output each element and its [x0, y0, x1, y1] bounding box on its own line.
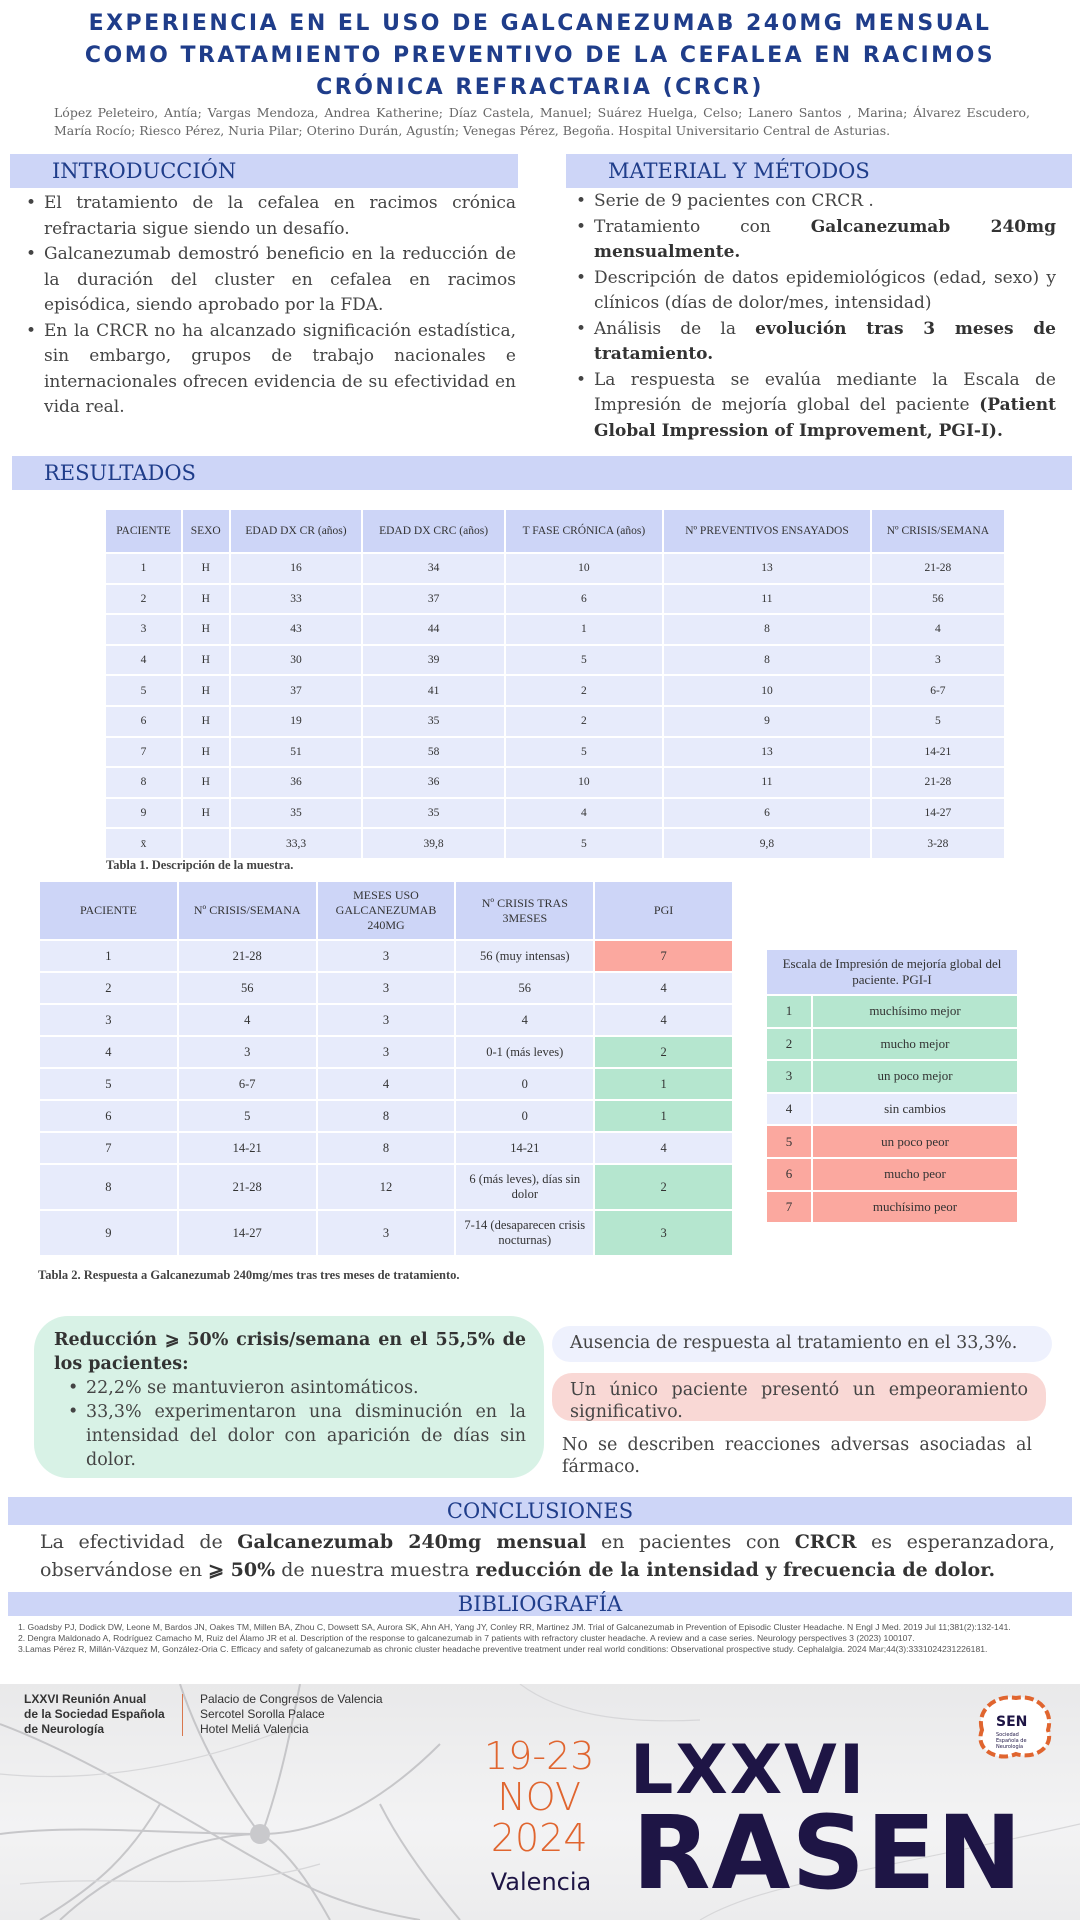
table2-cell: 2: [40, 973, 177, 1003]
table1-cell: 19: [231, 707, 362, 736]
table2-header: PGI: [595, 882, 732, 939]
table2-cell: 6: [40, 1101, 177, 1131]
bibliography-heading-bar: [8, 1592, 1072, 1616]
methods-item: • Tratamiento con Galcanezumab 240mg mensualmente.: [576, 215, 1056, 266]
table2-cell: 21-28: [179, 1165, 316, 1209]
table1-cell: H: [183, 676, 229, 705]
reference-item: 2. Dengra Maldonado A, Rodríguez Camacho M, Ruiz del Álamo JR et al. Description of the response to galcanezumab in 7 patients with refractory cluster headache. A review and a case series. Neurology perspectives 3 (2023) 100107.: [18, 1633, 915, 1643]
table1-cell: 1: [106, 554, 181, 583]
pgi-scale-score: 3: [767, 1061, 811, 1092]
table1-cell: H: [183, 554, 229, 583]
methods-item: • Análisis de la evolución tras 3 meses de tratamiento.: [576, 317, 1056, 368]
table1-cell: H: [183, 646, 229, 675]
sen-logo-text: SEN: [996, 1714, 1028, 1730]
table1-cell: 37: [363, 585, 503, 614]
table1-cell: 11: [664, 585, 870, 614]
table1-cell: H: [183, 707, 229, 736]
pgi-scale-row: [767, 1029, 1017, 1060]
table1-cell: 10: [506, 768, 663, 797]
pgi-scale-row: [767, 996, 1017, 1027]
table1-cell: 6: [664, 799, 870, 828]
table2-cell: 3: [318, 1037, 455, 1067]
response-summary-item: • 33,3% experimentaron una disminución en la intensidad del dolor con aparición de días sin dolor.: [54, 1400, 526, 1472]
table2-cell: 3: [179, 1037, 316, 1067]
table1-cell: 13: [664, 738, 870, 767]
table2-cell: 0: [456, 1069, 593, 1099]
methods-heading-bar: [566, 154, 1072, 188]
table1-cell: 16: [231, 554, 362, 583]
table1-cell: 6: [506, 585, 663, 614]
table1-caption: Tabla 1. Descripción de la muestra.: [106, 858, 294, 872]
pgi-score-cell: 1: [595, 1069, 732, 1099]
table1-cell: 33: [231, 585, 362, 614]
table2-row: [40, 1211, 732, 1255]
table1-cell: H: [183, 615, 229, 644]
table1-cell: 8: [664, 615, 870, 644]
table1-header: T FASE CRÓNICA (años): [506, 510, 663, 552]
pgi-scale-score: 5: [767, 1126, 811, 1157]
table1-cell: 34: [363, 554, 503, 583]
pgi-score-cell: 3: [595, 1211, 732, 1255]
pgi-score-cell: 1: [595, 1101, 732, 1131]
pgi-scale-label: un poco peor: [813, 1126, 1017, 1157]
pgi-score-cell: 4: [595, 973, 732, 1003]
table1-cell: 56: [872, 585, 1004, 614]
table2-cell: 3: [318, 1211, 455, 1255]
pgi-scale-row: [767, 1061, 1017, 1092]
reference-item: 1. Goadsby PJ, Dodick DW, Leone M, Bardos JN, Oakes TM, Millen BA, Zhou C, Dowsett SA, Aurora SK, Ahn AH, Yang JY, Conley RR, Martinez JM. Trial of Galcanezumab in Prevention of Episodic Cluster Headache. N Engl J Med. 2019 Jul 11;381(2):132-141.: [18, 1622, 1011, 1632]
pgi-scale-score: 2: [767, 1029, 811, 1060]
table1-cell: 3: [872, 646, 1004, 675]
congress-name: LXXVI Reunión Anual de la Sociedad Española de Neurología: [24, 1692, 165, 1736]
table1-cell: 5: [106, 676, 181, 705]
table2-cell: 8: [318, 1101, 455, 1131]
pgi-scale-table: [765, 948, 1019, 1224]
table1-cell: 58: [363, 738, 503, 767]
table2-cell: 1: [40, 941, 177, 971]
table1-row: [106, 768, 1004, 797]
reference-item: 3.Lamas Pérez R, Millán-Vázquez M, González-Oria C. Efficacy and safety of galcanezumab as chronic cluster headache preventive treatment under real world conditions: Observational prospective study. Cephalalgia. 2024 Mar;44(3):3331024231226181.: [18, 1644, 988, 1654]
table1-cell: 5: [872, 707, 1004, 736]
table2-row: [40, 1101, 732, 1131]
table1-header: SEXO: [183, 510, 229, 552]
table1-cell: 33,3: [231, 829, 362, 858]
table1-cell: 8: [106, 768, 181, 797]
methods-item: • La respuesta se evalúa mediante la Escala de Impresión de mejoría global del paciente (Patient Global Impression of Improvement, PGI-I).: [576, 368, 1056, 445]
table1-row: [106, 676, 1004, 705]
table1-cell: 8: [664, 646, 870, 675]
intro-item: • El tratamiento de la cefalea en racimos crónica refractaria sigue siendo un desafío.: [26, 191, 516, 242]
poster-title: [30, 8, 1050, 104]
table1-cell: 7: [106, 738, 181, 767]
table2-cell: 14-27: [179, 1211, 316, 1255]
table2-cell: 3: [318, 973, 455, 1003]
sen-logo-subtitle: Sociedad Española de Neurología: [996, 1732, 1027, 1750]
table2-cell: 8: [318, 1133, 455, 1163]
table2-cell: 56 (muy intensas): [456, 941, 593, 971]
table2-row: [40, 1037, 732, 1067]
table1-row: [106, 554, 1004, 583]
table2-cell: 6 (más leves), días sin dolor: [456, 1165, 593, 1209]
pgi-scale-row: [767, 1126, 1017, 1157]
table1-cell: H: [183, 585, 229, 614]
table1-cell: 5: [506, 738, 663, 767]
table2-cell: 14-21: [456, 1133, 593, 1163]
table1-header: Nº CRISIS/SEMANA: [872, 510, 1004, 552]
footer-divider: [182, 1694, 183, 1736]
table2-row: [40, 1133, 732, 1163]
table1-cell: 39,8: [363, 829, 503, 858]
table2-cell: 5: [179, 1101, 316, 1131]
congress-brand: RASEN: [632, 1794, 1023, 1913]
methods-item: • Descripción de datos epidemiológicos (edad, sexo) y clínicos (días de dolor/mes, intensidad): [576, 266, 1056, 317]
pgi-score-cell: 4: [595, 1005, 732, 1035]
table2-row: [40, 1005, 732, 1035]
table1-cell: 30: [231, 646, 362, 675]
congress-city: Valencia: [490, 1868, 592, 1896]
table1-cell: 9,8: [664, 829, 870, 858]
table1-cell: [183, 829, 229, 858]
congress-dates: 19-23 NOV 2024: [484, 1734, 595, 1860]
table2-body: [40, 941, 732, 1255]
table1-cell: x̄: [106, 829, 181, 858]
table1-cell: 36: [363, 768, 503, 797]
table2-cell: 3: [40, 1005, 177, 1035]
methods-item: • Serie de 9 pacientes con CRCR .: [576, 189, 1056, 215]
table2-cell: 4: [318, 1069, 455, 1099]
results-heading-bar: [12, 456, 1072, 490]
table1-cell: 1: [506, 615, 663, 644]
intro-item: • En la CRCR no ha alcanzado significación estadística, sin embargo, grupos de trabajo nacionales e internacionales ofrecen evidencia de su efectividad en vida real.: [26, 319, 516, 421]
table1-cell: 2: [506, 707, 663, 736]
pgi-score-cell: 7: [595, 941, 732, 971]
table2-cell: 56: [456, 973, 593, 1003]
results-heading: RESULTADOS: [44, 461, 196, 485]
table1-cell: H: [183, 738, 229, 767]
response-summary-item: • 22,2% se mantuvieron asintomáticos.: [54, 1376, 526, 1400]
table1-row: [106, 585, 1004, 614]
table2-header: Nº CRISIS/SEMANA: [179, 882, 316, 939]
table2-cell: 6-7: [179, 1069, 316, 1099]
table1-header: Nº PREVENTIVOS ENSAYADOS: [664, 510, 870, 552]
pgi-scale-score: 4: [767, 1094, 811, 1125]
table1-cell: H: [183, 799, 229, 828]
table1-cell: 3-28: [872, 829, 1004, 858]
table2-row: [40, 1069, 732, 1099]
table1-cell: 6-7: [872, 676, 1004, 705]
table1-row: [106, 615, 1004, 644]
table2-cell: 4: [179, 1005, 316, 1035]
table1-cell: 35: [363, 799, 503, 828]
table2-cell: 21-28: [179, 941, 316, 971]
table2-cell: 3: [318, 1005, 455, 1035]
table1-header: PACIENTE: [106, 510, 181, 552]
table2-cell: 9: [40, 1211, 177, 1255]
table2-cell: 12: [318, 1165, 455, 1209]
table1-cell: 4: [872, 615, 1004, 644]
table1-cell: 13: [664, 554, 870, 583]
table1-cell: 4: [506, 799, 663, 828]
table1-row: [106, 738, 1004, 767]
worsening-box: Un único paciente presentó un empeoramiento significativo.: [552, 1373, 1046, 1421]
table1-cell: 2: [506, 676, 663, 705]
table1-cell: 35: [231, 799, 362, 828]
title-line-3: CRÓNICA REFRACTARIA (CRCR): [316, 75, 764, 100]
table1-cell: 14-21: [872, 738, 1004, 767]
table2-cell: 0: [456, 1101, 593, 1131]
table1-cell: 43: [231, 615, 362, 644]
pgi-scale-score: 1: [767, 996, 811, 1027]
table2-cell: 4: [40, 1037, 177, 1067]
pgi-score-cell: 4: [595, 1133, 732, 1163]
table1-cell: 5: [506, 646, 663, 675]
references: [18, 1622, 1056, 1655]
table2-header-row: [40, 882, 732, 939]
pgi-scale-label: muchísimo mejor: [813, 996, 1017, 1027]
pgi-scale-body: [767, 996, 1017, 1222]
table2-cell: 4: [456, 1005, 593, 1035]
congress-venues: Palacio de Congresos de Valencia Sercotel Sorolla Palace Hotel Meliá Valencia: [200, 1692, 383, 1736]
table1-cell: 10: [506, 554, 663, 583]
table1-cell: 9: [106, 799, 181, 828]
table2-cell: 8: [40, 1165, 177, 1209]
methods-heading: MATERIAL Y MÉTODOS: [608, 159, 870, 183]
table2-cell: 7-14 (desaparecen crisis nocturnas): [456, 1211, 593, 1255]
pgi-scale-label: mucho mejor: [813, 1029, 1017, 1060]
intro-heading-bar: [10, 154, 518, 188]
table2-cell: 14-21: [179, 1133, 316, 1163]
table-sample-description: [104, 508, 1006, 860]
intro-heading: INTRODUCCIÓN: [52, 159, 237, 183]
table1-header-row: [106, 510, 1004, 552]
table1-cell: 21-28: [872, 554, 1004, 583]
table2-caption: Tabla 2. Respuesta a Galcanezumab 240mg/mes tras tres meses de tratamiento.: [38, 1268, 460, 1282]
table2-cell: 3: [318, 941, 455, 971]
table1-cell: 36: [231, 768, 362, 797]
conclusions-text: La efectividad de Galcanezumab 240mg mensual en pacientes con CRCR es esperanzadora, observándose en ⩾ 50% de nuestra muestra reducción de la intensidad y frecuencia de dolor.: [40, 1531, 1056, 1581]
pgi-score-cell: 2: [595, 1037, 732, 1067]
table1-header: EDAD DX CR (años): [231, 510, 362, 552]
table1-cell: H: [183, 768, 229, 797]
conclusions-heading-bar: [8, 1497, 1072, 1525]
response-summary-lead: Reducción ⩾ 50% crisis/semana en el 55,5% de los pacientes:: [54, 1330, 526, 1374]
pgi-scale-row: [767, 1094, 1017, 1125]
table1-cell: 44: [363, 615, 503, 644]
table2-cell: 5: [40, 1069, 177, 1099]
table1-cell: 37: [231, 676, 362, 705]
pgi-scale-label: sin cambios: [813, 1094, 1017, 1125]
table1-cell: 9: [664, 707, 870, 736]
table1-cell: 35: [363, 707, 503, 736]
conclusions-heading: CONCLUSIONES: [446, 1499, 634, 1523]
table1-cell: 2: [106, 585, 181, 614]
bibliography-heading: BIBLIOGRAFÍA: [457, 1592, 623, 1616]
table2-cell: 56: [179, 973, 316, 1003]
pgi-score-cell: 2: [595, 1165, 732, 1209]
table2-header: PACIENTE: [40, 882, 177, 939]
table1-cell: 21-28: [872, 768, 1004, 797]
table2-header: Nº CRISIS TRAS 3MESES: [456, 882, 593, 939]
table1-cell: 41: [363, 676, 503, 705]
table2-row: [40, 973, 732, 1003]
pgi-scale-label: muchísimo peor: [813, 1192, 1017, 1223]
pgi-scale-label: un poco mejor: [813, 1061, 1017, 1092]
table2-row: [40, 941, 732, 971]
authors: López Peleteiro, Antía; Vargas Mendoza, Andrea Katherine; Díaz Castela, Manuel; Suárez Huelga, Celso; Lanero Santos , Marina; Álvarez Escudero, María Rocío; Riesco Pérez, Nuria Pilar; Oterino Durán, Agustín; Venegas Pérez, Begoña. Hospital Universitario Central de Asturias.: [54, 105, 1030, 138]
title-line-1: EXPERIENCIA EN EL USO DE GALCANEZUMAB 240MG MENSUAL: [88, 11, 992, 36]
table2-header: MESES USO GALCANEZUMAB 240MG: [318, 882, 455, 939]
pgi-scale-label: mucho peor: [813, 1159, 1017, 1190]
table1-cell: 51: [231, 738, 362, 767]
pgi-scale-row: [767, 1159, 1017, 1190]
no-adverse-text: No se describen reacciones adversas asociadas al fármaco.: [562, 1435, 1032, 1477]
congress-edition: LXXVI: [630, 1731, 867, 1810]
table1-cell: 4: [106, 646, 181, 675]
table1-cell: 14-27: [872, 799, 1004, 828]
response-summary-box: [34, 1316, 544, 1478]
table1-cell: 6: [106, 707, 181, 736]
table1-cell: 10: [664, 676, 870, 705]
table1-header: EDAD DX CRC (años): [363, 510, 503, 552]
table1-row: [106, 799, 1004, 828]
table1-cell: 39: [363, 646, 503, 675]
table2-cell: 7: [40, 1133, 177, 1163]
table1-body: [106, 554, 1004, 858]
pgi-scale-header: Escala de Impresión de mejoría global del paciente. PGI-I: [767, 950, 1017, 994]
table1-row: [106, 646, 1004, 675]
table-response: [38, 880, 734, 1257]
table1-row: [106, 829, 1004, 858]
intro-item: • Galcanezumab demostró beneficio en la reducción de la duración del cluster en cefalea en racimos episódica, siendo aprobado por la FDA.: [26, 242, 516, 319]
table1-cell: 3: [106, 615, 181, 644]
table1-cell: 5: [506, 829, 663, 858]
title-line-2: COMO TRATAMIENTO PREVENTIVO DE LA CEFALEA EN RACIMOS: [84, 43, 996, 68]
no-response-box: Ausencia de respuesta al tratamiento en el 33,3%.: [552, 1326, 1052, 1362]
pgi-scale-score: 7: [767, 1192, 811, 1223]
methods-list: [576, 189, 1056, 444]
table1-cell: 11: [664, 768, 870, 797]
table1-row: [106, 707, 1004, 736]
pgi-scale-score: 6: [767, 1159, 811, 1190]
pgi-scale-row: [767, 1192, 1017, 1223]
table2-row: [40, 1165, 732, 1209]
congress-footer: [0, 1684, 1080, 1920]
table2-cell: 0-1 (más leves): [456, 1037, 593, 1067]
intro-list: [26, 191, 516, 421]
